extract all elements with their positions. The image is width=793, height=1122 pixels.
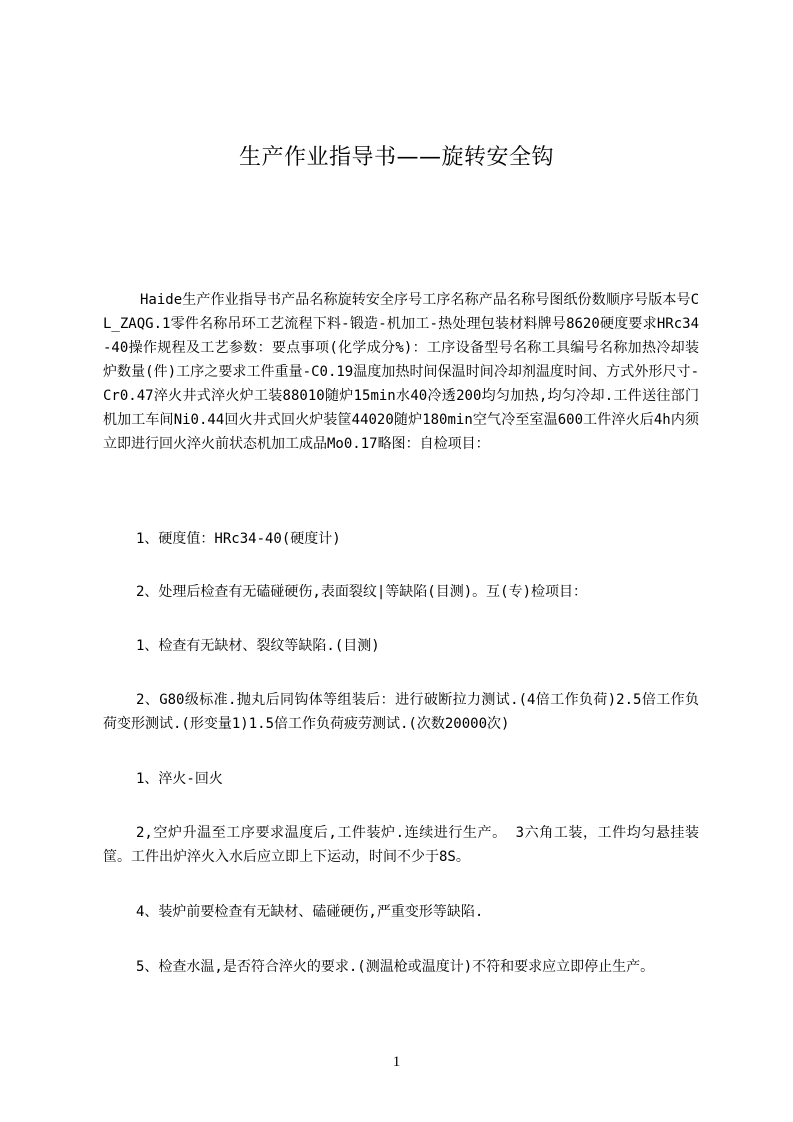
paragraph-quench-temper: 1、淬火-回火 [136,771,223,787]
paragraph-load-test: 2、G80级标准.抛丸后同钩体等组装后：进行破断拉力测试.(4倍工作负荷)2.5倍工作负荷变形测试.(形变量1)1.5倍工作负荷疲劳测试.(次数20000次) [103,692,699,732]
paragraph-pre-load-check: 4、装炉前要检查有无缺材、磕碰硬伤,严重变形等缺陷. [136,904,484,920]
intro-paragraph: Haide生产作业指导书产品名称旋转安全序号工序名称产品名称号图纸份数顺序号版本号CL_ZAQG.1零件名称吊环工艺流程下料-锻造-机加工-热处理包装材料牌号8620硬度要求HRc34-40操作规程及工艺参数：要点事项(化学成分%)：工序设备型号名称工具编号名称加热冷却装炉数量(件)工序之要求工件重量-C0.19温度加热时间保温时间冷却剂温度时间、方式外形尺寸-Cr0.47淬火井式淬火炉工装88010随炉15min水40冷透200均匀加热,均匀冷却.工件送往部门机加工车间Ni0.44回火井式回火炉装筐44020随炉180min空气冷至室温600工件淬火后4h内须立即进行回火淬火前状态机加工成品Mo0.17略图：自检项目： [103,292,699,452]
paragraph-defect-check: 1、检查有无缺材、裂纹等缺陷.(目测) [136,638,380,654]
document-title: 生产作业指导书——旋转安全钩 [238,145,554,170]
paragraph-surface-check: 2、处理后检查有无磕碰硬伤,表面裂纹|等缺陷(目测)。互(专)检项目： [136,584,587,600]
page-number: 1 [392,1054,401,1070]
paragraph-hardness: 1、硬度值：HRc34-40(硬度计) [136,531,341,547]
paragraph-water-temp: 5、检查水温,是否符合淬火的要求.(测温枪或温度计)不符和要求应立即停止生产。 [136,959,655,975]
paragraph-furnace-loading: 2,空炉升温至工序要求温度后,工件装炉.连续进行生产。 3六角工装，工件均匀悬挂装筐。工件出炉淬火入水后应立即上下运动，时间不少于8S。 [103,825,699,865]
